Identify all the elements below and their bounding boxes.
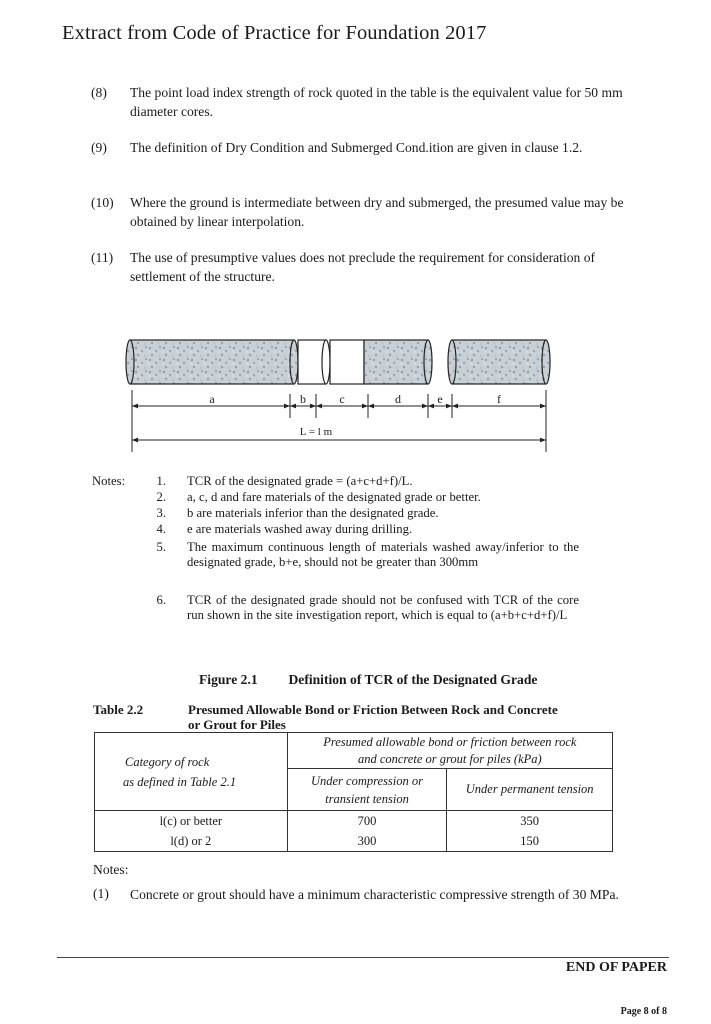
figure-note-text: b are materials inferior than the designated grade. xyxy=(187,506,439,520)
header-text: as defined in Table 2.1 xyxy=(123,774,237,789)
core-segment-f xyxy=(448,340,550,384)
core-segment-d xyxy=(364,340,432,384)
core-segment-c xyxy=(330,340,364,384)
note-text: The definition of Dry Condition and Submerged Cond.ition are given in clause 1.2. xyxy=(130,140,583,155)
lower-note-number: (1) xyxy=(93,886,109,901)
segment-dimension-lines xyxy=(132,406,546,440)
category-value: l(d) or 2 xyxy=(170,834,212,848)
figure-note-number: 2. xyxy=(156,490,166,504)
segment-label-e: e xyxy=(437,392,443,406)
page-number: Page 8 of 8 xyxy=(620,1006,667,1017)
tension-value: 350 xyxy=(520,814,540,828)
figure-note-text: TCR of the designated grade = (a+c+d+f)/L. xyxy=(187,474,413,488)
segment-label-f: f xyxy=(497,392,501,406)
core-segment-a xyxy=(126,340,298,384)
header-text: transient tension xyxy=(325,791,409,806)
table-label: Table 2.2 xyxy=(93,702,144,717)
header-group xyxy=(287,733,612,769)
compression-value: 300 xyxy=(357,834,377,848)
header-text: Presumed allowable bond or friction between rock xyxy=(323,734,577,749)
lower-notes-label: Notes: xyxy=(93,862,129,877)
table-title xyxy=(188,702,618,732)
end-divider xyxy=(57,957,669,958)
document-title: Extract from Code of Practice for Foundation 2017 xyxy=(62,22,487,44)
header-compression xyxy=(287,769,447,811)
figure-note-number: 5. xyxy=(156,540,166,554)
figure-note-number: 1. xyxy=(156,474,166,488)
figure-note-number: 6. xyxy=(156,593,166,607)
note-number: (10) xyxy=(91,195,114,210)
compression-cell xyxy=(287,811,447,852)
header-text: Category of rock xyxy=(125,754,210,769)
segment-label-a: a xyxy=(209,392,215,406)
core-segment-b xyxy=(298,340,330,384)
total-length-label: L = l m xyxy=(299,426,333,438)
table-title-line: or Grout for Piles xyxy=(188,717,286,732)
lower-note-text: Concrete or grout should have a minimum characteristic compressive strength of 30 MPa. xyxy=(130,887,619,902)
figure-note-number: 3. xyxy=(156,506,166,520)
figure-caption-number: Figure 2.1 xyxy=(199,672,258,687)
core-run-diagram xyxy=(120,334,560,452)
figure-caption xyxy=(199,672,537,688)
header-text: Under compression or xyxy=(310,773,423,788)
end-of-paper: END OF PAPER xyxy=(565,960,667,975)
figure-note-text: a, c, d and fare materials of the designated grade or better. xyxy=(187,490,481,504)
note-number: (8) xyxy=(91,85,107,100)
note-number: (9) xyxy=(91,140,107,155)
category-value: l(c) or better xyxy=(159,814,223,828)
note-text: Where the ground is intermediate between dry and submerged, the presumed value may be obtained by linear interpolation. xyxy=(130,195,624,229)
note-text: The point load index strength of rock quoted in the table is the equivalent value for 50 mm diameter cores. xyxy=(130,85,623,119)
tension-cell xyxy=(447,811,613,852)
category-cell xyxy=(95,811,288,852)
segment-label-b: b xyxy=(300,392,306,406)
tension-value: 150 xyxy=(520,834,540,848)
figure-caption-text: Definition of TCR of the Designated Grade xyxy=(288,672,538,687)
figure-notes-label: Notes: xyxy=(92,474,126,488)
figure-note-number: 4. xyxy=(156,522,166,536)
compression-value: 700 xyxy=(357,814,377,828)
segment-label-d: d xyxy=(395,392,401,406)
header-category xyxy=(95,733,288,811)
header-text: and concrete or grout for piles (kPa) xyxy=(357,751,542,766)
table-title-line: Presumed Allowable Bond or Friction Between Rock and Concrete xyxy=(188,702,558,717)
figure-note-text: e are materials washed away during drilling. xyxy=(187,522,413,536)
header-tension: Under permanent tension xyxy=(447,769,613,811)
note-number: (11) xyxy=(91,250,114,265)
note-text: The use of presumptive values does not preclude the requirement for consideration of settlement of the structure. xyxy=(130,250,596,284)
table-row xyxy=(95,811,613,852)
bond-friction-table xyxy=(94,732,613,852)
figure-note-text: The maximum continuous length of materials washed away/inferior to the designated grade, b+e, should not be greater than 300mm xyxy=(187,540,579,570)
segment-label-c: c xyxy=(339,392,345,406)
figure-note-text: TCR of the designated grade should not be confused with TCR of the core run shown in the site investigation report, which is equal to (a+b+c+d+f)/L xyxy=(187,593,579,623)
